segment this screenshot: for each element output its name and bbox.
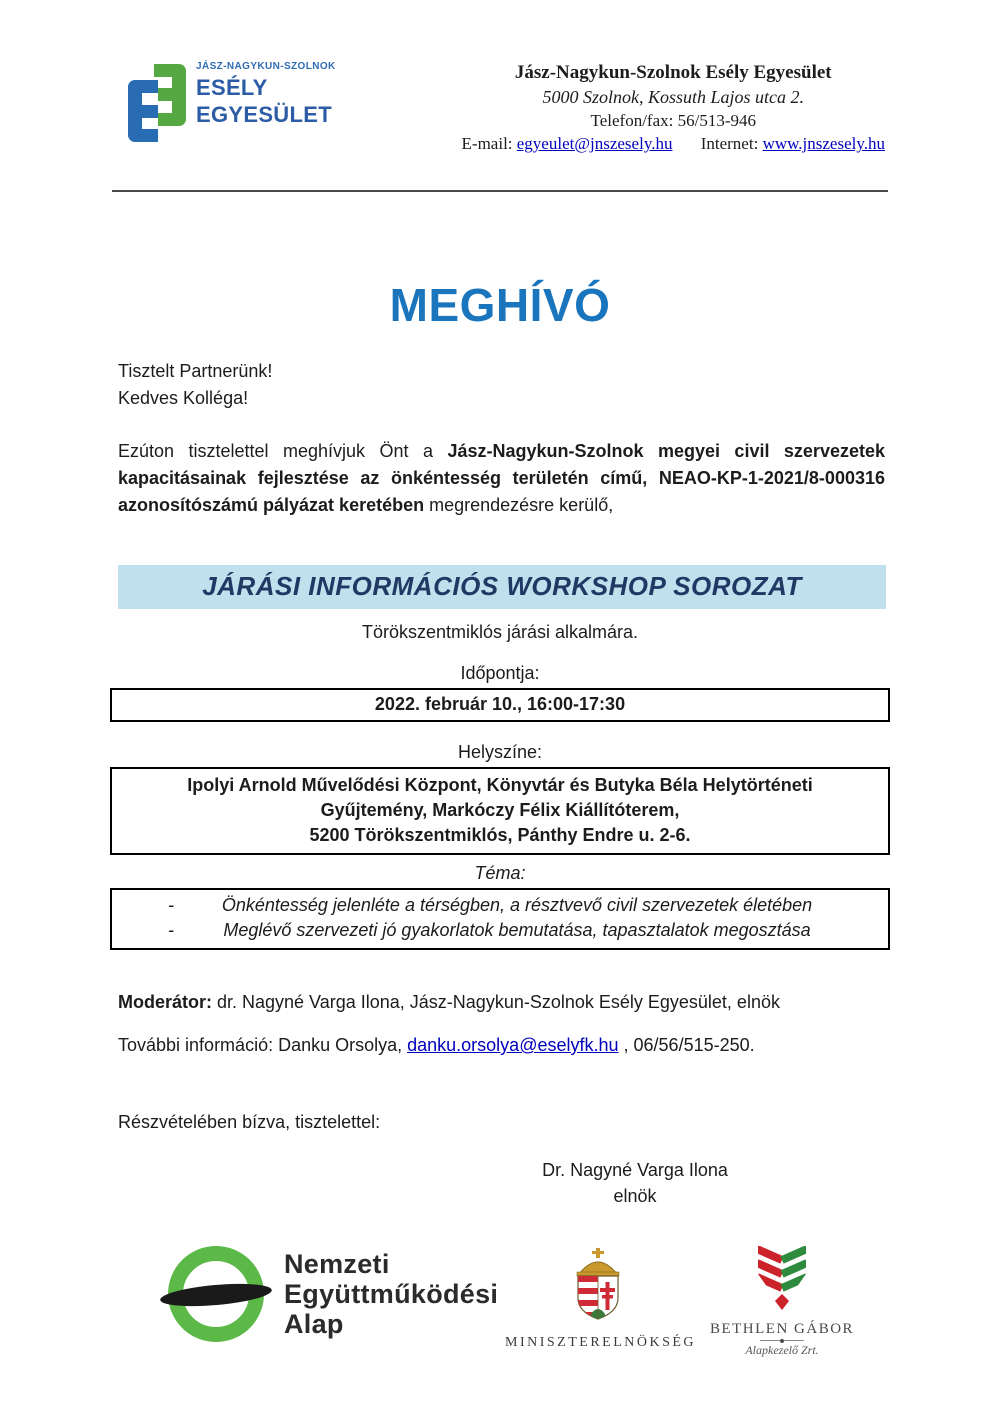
location-box [110,767,890,855]
intro-text-start: Ezúton tisztelettel meghívjuk Önt a [118,441,448,461]
letterhead [0,0,1000,154]
more-info-prefix: További információ: Danku Orsolya, [118,1035,408,1055]
location-label: Helyszíne: [457,742,543,762]
org-phone: Telefon/fax: 56/513-946 [590,111,756,130]
org-address: 5000 Szolnok, Kossuth Lajos utca 2. [542,87,805,107]
internet-label: Internet: [700,134,759,153]
org-contact-block [462,60,885,154]
bga-subtitle: Alapkezelő Zrt. [745,1343,819,1357]
org-contact-line [462,134,885,154]
datetime-label: Időpontja: [460,663,540,683]
header-divider [112,190,888,192]
nea-text-line: Alap [284,1309,344,1339]
theme-item-text: Meglévő szervezeti jó gyakorlatok bemutatása, tapasztalatok megosztása [223,920,811,940]
theme-box [110,888,890,950]
greeting-line-2: Kedves Kolléga! [118,388,249,408]
bga-name: BETHLEN GÁBOR [709,1321,855,1337]
ministry-label: MINISZTERELNÖKSÉG [505,1335,697,1350]
more-info-line [118,1035,885,1056]
nea-circle-icon [168,1246,264,1342]
ministry-logo [505,1248,697,1351]
location-line-1: Ipolyi Arnold Művelődési Központ, Könyvtár és Butyka Béla Helytörténeti [187,775,813,795]
org-logo [128,60,378,154]
moderator-line [118,992,885,1013]
dash-bullet: - [168,895,174,915]
bga-divider [760,1340,804,1341]
email-label: E-mail: [461,134,513,153]
signature-title: elnök [613,1186,657,1206]
greeting-line-1: Tisztelt Partnerünk! [118,361,273,381]
location-line-3: 5200 Törökszentmiklós, Pánthy Endre u. 2-6. [309,825,691,845]
workshop-banner [118,565,886,609]
bga-logo [702,1244,862,1358]
greeting-block [118,358,885,412]
intro-text-bold: Jász-Nagykun-Szolnok megyei civil szervezetek kapacitásainak fejlesztése az önkéntesség területén című, NEAO-KP-1-2021/8-000316 azonosítószámú pályázat keretében [118,441,885,515]
intro-paragraph [118,438,885,519]
dash-bullet: - [168,920,174,940]
signature-name: Dr. Nagyné Varga Ilona [542,1160,728,1180]
logo-region-label: JÁSZ-NAGYKUN-SZOLNOK [196,61,336,72]
theme-item [112,918,888,943]
nea-text-line: Együttműködési [284,1279,499,1309]
more-info-suffix: , 06/56/515-250. [618,1035,755,1055]
website-link[interactable]: www.jnszesely.hu [762,134,885,153]
closing-line: Részvételében bízva, tisztelettel: [118,1112,381,1132]
event-subtitle: Törökszentmiklós járási alkalmára. [361,622,639,642]
logo-name-line1: ESÉLY [196,75,268,100]
datetime-box: 2022. február 10., 16:00-17:30 [110,688,890,722]
contact-email-link[interactable]: danku.orsolya@eselyfk.hu [407,1035,619,1055]
page-title: MEGHÍVÓ [389,279,611,331]
bga-shield-icon [745,1244,819,1312]
email-link[interactable]: egyeulet@jnszesely.hu [516,134,673,153]
location-line-2: Gyűjtemény, Markóczy Félix Kiállítóterem, [320,800,680,820]
theme-label: Téma: [474,863,526,883]
signature-block [495,1157,775,1209]
sponsor-logos [0,1238,1000,1378]
nea-text-line: Nemzeti [284,1249,390,1279]
moderator-label: Moderátor: [118,992,212,1012]
org-name: Jász-Nagykun-Szolnok Esély Egyesület [514,62,832,83]
hungary-coat-of-arms-icon [569,1248,627,1322]
org-logo-text [196,60,336,126]
theme-item [112,893,888,918]
intro-text-end: megrendezésre kerülő, [424,495,614,515]
logo-name-line2: EGYESÜLET [196,102,332,127]
workshop-banner-text: JÁRÁSI INFORMÁCIÓS WORKSHOP SOROZAT [202,571,802,601]
nea-logo-text [284,1249,498,1339]
nea-logo [168,1246,498,1342]
e3-logo-icon [128,64,186,144]
theme-item-text: Önkéntesség jelenléte a térségben, a résztvevő civil szervezetek életében [221,895,813,915]
moderator-text: dr. Nagyné Varga Ilona, Jász-Nagykun-Szolnok Esély Egyesület, elnök [212,992,780,1012]
